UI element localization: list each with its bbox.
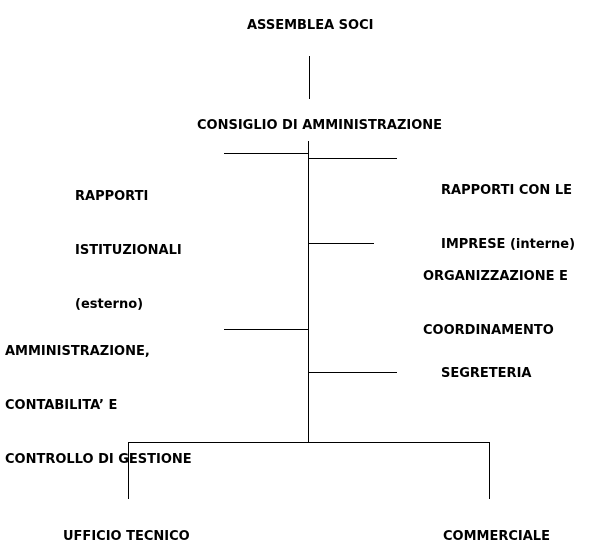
node-label-line: COORDINAMENTO bbox=[423, 323, 554, 338]
connector-organizzazione bbox=[308, 243, 374, 244]
node-assemblea-soci: ASSEMBLEA SOCI bbox=[247, 18, 374, 33]
connector-rapporti-istituzionali bbox=[224, 153, 309, 154]
node-amministrazione-contabilita bbox=[5, 307, 192, 487]
node-label-line: CONTROLLO DI GESTIONE bbox=[5, 452, 192, 467]
connector-amministrazione bbox=[224, 329, 309, 330]
node-label-line: (esterno) bbox=[75, 297, 144, 312]
connector-main-trunk bbox=[308, 141, 309, 442]
node-label-line: RAPPORTI CON LE bbox=[441, 183, 572, 198]
node-label-line: ORGANIZZAZIONE E bbox=[423, 269, 568, 284]
connector-top-vertical bbox=[309, 56, 310, 99]
node-organizzazione-coordinamento bbox=[423, 232, 568, 358]
node-label-line: ISTITUZIONALI bbox=[75, 243, 182, 258]
node-label-line: RAPPORTI bbox=[75, 189, 149, 204]
node-commerciale: COMMERCIALE bbox=[443, 529, 550, 544]
node-ufficio-tecnico: UFFICIO TECNICO bbox=[63, 529, 190, 544]
connector-commerciale bbox=[489, 442, 490, 499]
node-label-line: AMMINISTRAZIONE, bbox=[5, 344, 150, 359]
node-segreteria: SEGRETERIA bbox=[441, 366, 532, 381]
connector-rapporti-imprese bbox=[308, 158, 397, 159]
node-label-line: CONTABILITA’ E bbox=[5, 398, 118, 413]
node-label-line: IMPRESE (interne) bbox=[441, 237, 576, 252]
node-consiglio-amministrazione: CONSIGLIO DI AMMINISTRAZIONE bbox=[197, 118, 443, 133]
connector-segreteria bbox=[308, 372, 397, 373]
node-rapporti-istituzionali bbox=[75, 152, 182, 332]
